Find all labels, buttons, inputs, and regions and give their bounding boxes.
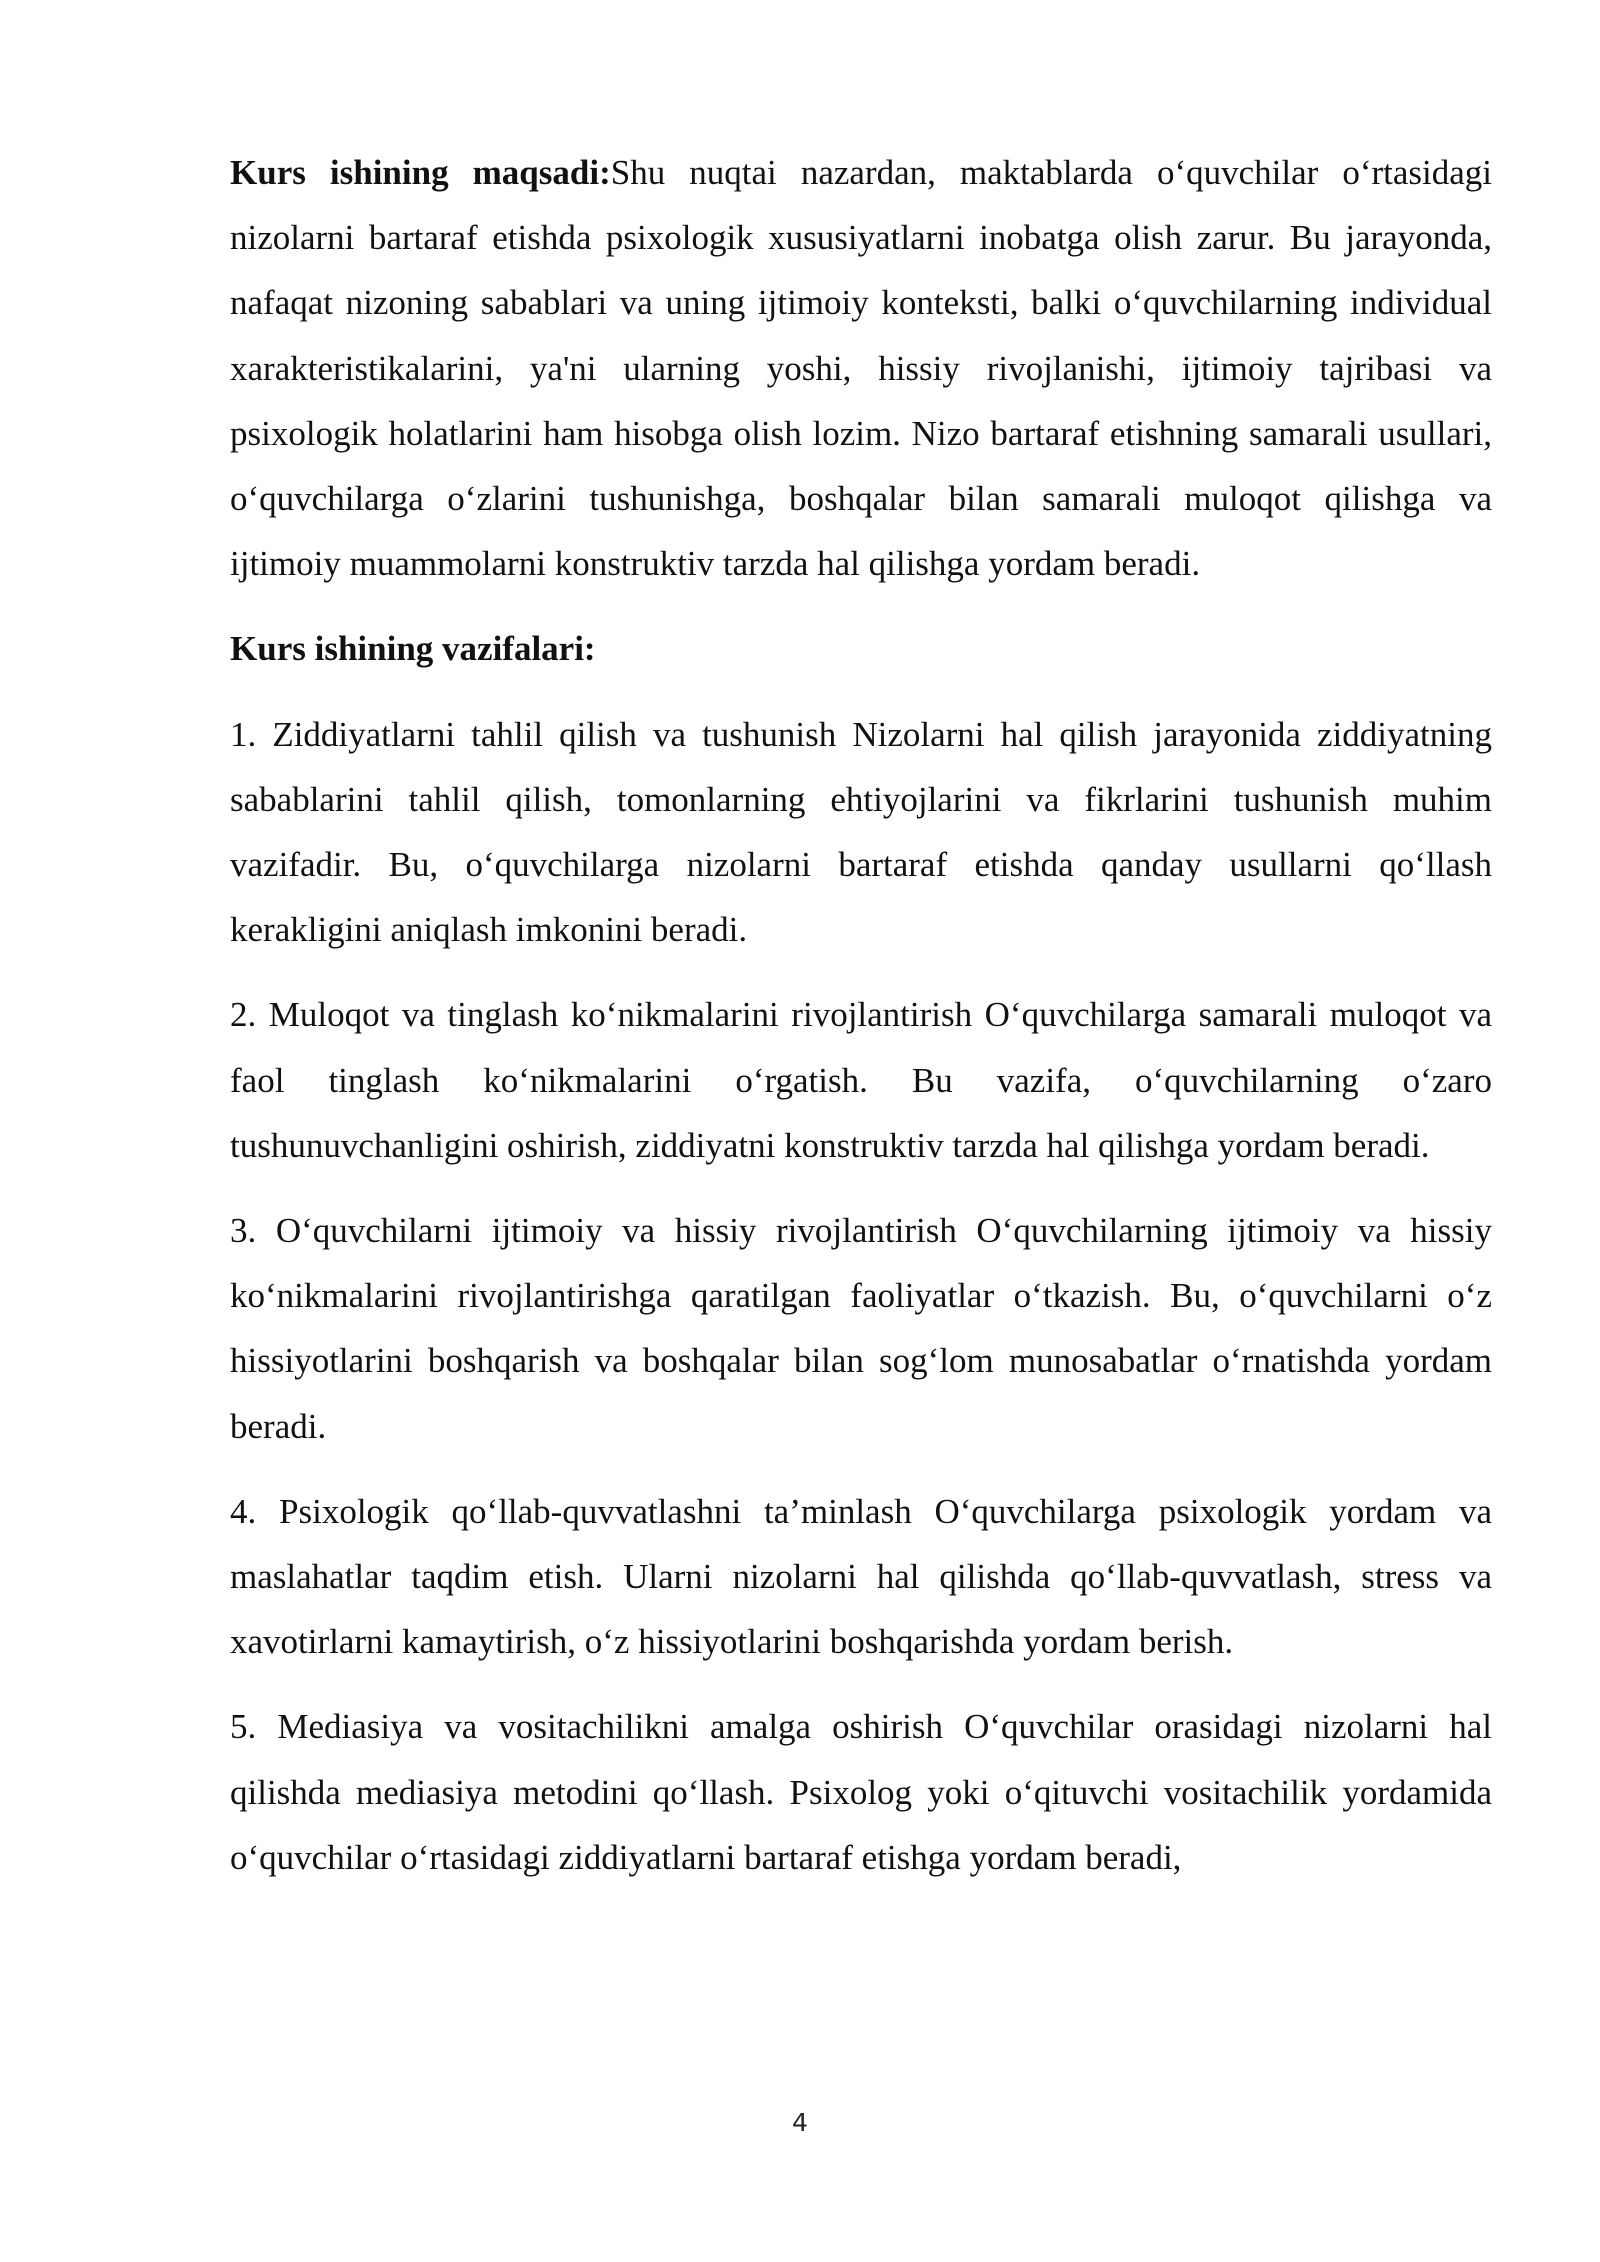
task-paragraph-2: 2. Muloqot va tinglash ko‘nikmalarini rivojlantirish O‘quvchilarga samarali muloqot va faol tinglash ko‘nikmalarini o‘rgatish. Bu vazifa, o‘quvchilarning o‘zaro tushunuvchanligini oshirish, ziddiyatni konstruktiv tarzda hal qilishga yordam beradi. xyxy=(230,995,1492,1165)
task-paragraph-3: 3. O‘quvchilarni ijtimoiy va hissiy rivojlantirish O‘quvchilarning ijtimoiy va hissiy ko‘nikmalarini rivojlantirishga qaratilgan faoliyatlar o‘tkazish. Bu, o‘quvchilarni o‘z hissiyotlarini boshqarish va boshqalar bilan sog‘lom munosabatlar o‘rnatishda yordam beradi. xyxy=(230,1211,1492,1446)
intro-text: Shu nuqtai nazardan, maktablarda o‘quvchilar o‘rtasidagi nizolarni bartaraf etishda psixologik xususiyatlarni inobatga olish zarur. Bu jarayonda, nafaqat nizoning sabablari va uning ijtimoiy konteksti, balki o‘quvchilarning individual xarakteristikalarini, ya'ni ularning yoshi, hissiy rivojlanishi, ijtimoiy tajribasi va psixologik holatlarini ham hisobga olish lozim. Nizo bartaraf etishning samarali usullari, o‘quvchilarga o‘zlarini tushunishga, boshqalar bilan samarali muloqot qilishga va ijtimoiy muammolarni konstruktiv tarzda hal qilishga yordam beradi. xyxy=(230,153,1492,584)
tasks-heading: Kurs ishining vazifalari: xyxy=(230,629,596,669)
intro-label: Kurs ishining maqsadi: xyxy=(230,153,611,192)
page-body xyxy=(230,140,1492,1910)
task-paragraph-4: 4. Psixologik qo‘llab-quvvatlashni ta’minlash O‘quvchilarga psixologik yordam va maslahatlar taqdim etish. Ularni nizolarni hal qilishda qo‘llab-quvvatlash, stress va xavotirlarni kamaytirish, o‘z hissiyotlarini boshqarishda yordam berish. xyxy=(230,1491,1492,1662)
intro-paragraph xyxy=(230,140,1492,596)
page-number: 4 xyxy=(792,2108,808,2137)
task-paragraph-1: 1. Ziddiyatlarni tahlil qilish va tushunish Nizolarni hal qilish jarayonida ziddiyatning sabablarini tahlil qilish, tomonlarning ehtiyojlarini va fikrlarini tushunish muhim vazifadir. Bu, o‘quvchilarga nizolarni bartaraf etishda qanday usullarni qo‘llash kerakligini aniqlash imkonini beradi. xyxy=(230,714,1492,950)
task-paragraph-5: 5. Mediasiya va vositachilikni amalga oshirish O‘quvchilar orasidagi nizolarni hal qilishda mediasiya metodini qo‘llash. Psixolog yoki o‘qituvchi vositachilik yordamida o‘quvchilar o‘rtasidagi ziddiyatlarni bartaraf etishga yordam beradi, xyxy=(230,1707,1492,1877)
